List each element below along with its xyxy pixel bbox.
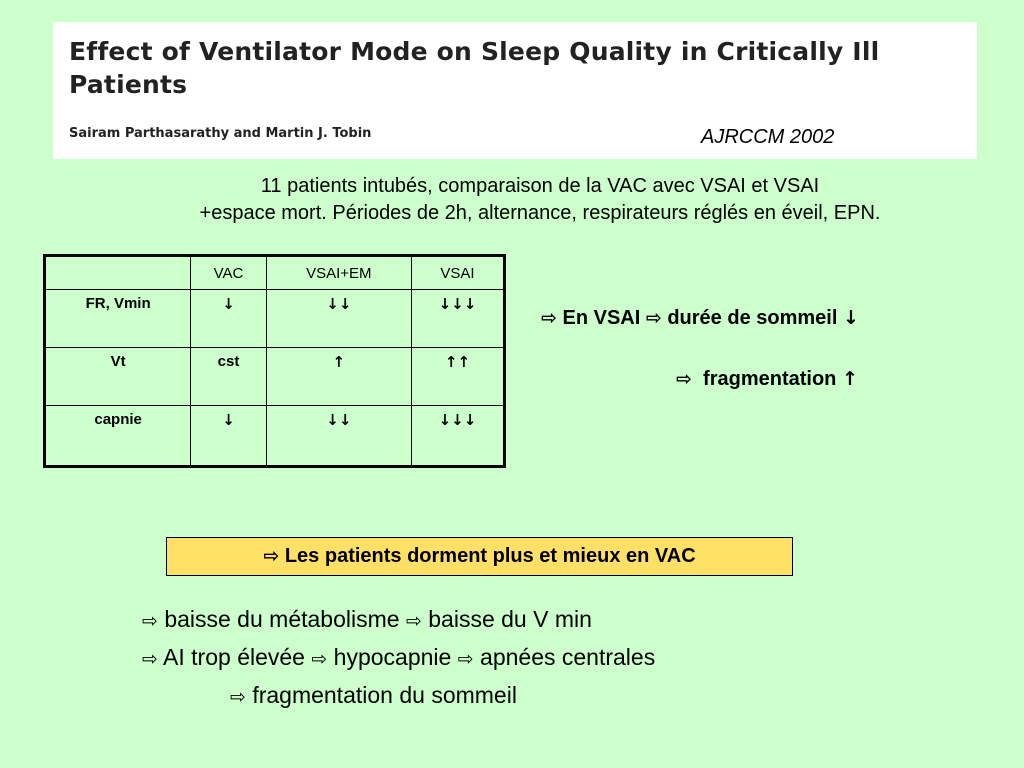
right-arrow-icon: ⇨ <box>676 368 692 390</box>
vsai-finding-sleep-duration <box>541 307 859 330</box>
study-description <box>0 173 1024 227</box>
row-label: capnie <box>45 406 191 467</box>
table-cell: ↓ <box>191 406 267 467</box>
right-arrow-icon: ⇨ <box>230 686 246 708</box>
table-row <box>45 348 505 406</box>
explanation-line-2 <box>142 644 655 671</box>
table-cell: ↑↑ <box>411 348 504 406</box>
table-header-cell: VAC <box>191 256 267 290</box>
explanation-text: hypocapnie <box>333 644 452 670</box>
up-arrow-icon: ↑ <box>841 368 858 390</box>
explanation-text: baisse du V min <box>428 606 592 632</box>
finding-text: En VSAI <box>562 307 641 329</box>
table-row <box>45 290 505 348</box>
row-label: Vt <box>45 348 191 406</box>
right-arrow-icon: ⇨ <box>311 648 328 670</box>
table-cell: ↓ <box>191 290 267 348</box>
conclusion-box <box>166 537 793 576</box>
table-row <box>45 406 505 467</box>
study-description-line-1: 11 patients intubés, comparaison de la VAC avec VSAI et VSAI <box>260 175 820 197</box>
right-arrow-icon: ⇨ <box>457 648 474 670</box>
right-arrow-icon: ⇨ <box>405 610 422 632</box>
down-arrow-icon: ↓ <box>842 307 859 329</box>
explanation-text: fragmentation du sommeil <box>252 682 517 708</box>
table-cell: ↓↓ <box>266 406 411 467</box>
right-arrow-icon: ⇨ <box>645 307 662 329</box>
table-cell: ↑ <box>266 348 411 406</box>
journal-citation: AJRCCM 2002 <box>701 126 835 148</box>
table-header-row <box>45 256 505 290</box>
table-cell: cst <box>191 348 267 406</box>
article-header-image <box>53 22 977 159</box>
paper-title: Effect of Ventilator Mode on Sleep Quality in Critically Ill Patients <box>69 37 880 99</box>
right-arrow-icon: ⇨ <box>263 545 280 567</box>
explanation-text: apnées centrales <box>480 644 656 670</box>
explanation-line-3 <box>230 682 517 709</box>
finding-text: fragmentation <box>703 368 837 390</box>
finding-text: durée de sommeil <box>667 307 838 329</box>
right-arrow-icon: ⇨ <box>142 648 158 670</box>
right-arrow-icon: ⇨ <box>541 307 557 329</box>
table-cell: ↓↓↓ <box>411 406 504 467</box>
results-table <box>43 254 506 468</box>
right-arrow-icon: ⇨ <box>142 610 158 632</box>
table-header-cell <box>45 256 191 290</box>
row-label: FR, Vmin <box>45 290 191 348</box>
table-cell: ↓↓↓ <box>411 290 504 348</box>
table-cell: ↓↓ <box>266 290 411 348</box>
table-header-cell: VSAI+EM <box>266 256 411 290</box>
explanation-text: AI trop élevée <box>163 644 305 670</box>
study-description-line-2: +espace mort. Périodes de 2h, alternance, respirateurs réglés en éveil, EPN. <box>199 202 881 224</box>
explanation-text: baisse du métabolisme <box>164 606 400 632</box>
paper-authors: Sairam Parthasarathy and Martin J. Tobin <box>69 126 372 141</box>
conclusion-text: Les patients dorment plus et mieux en VAC <box>284 545 696 567</box>
table-header-cell: VSAI <box>411 256 504 290</box>
explanation-line-1 <box>142 606 592 633</box>
vsai-finding-fragmentation <box>676 368 858 391</box>
